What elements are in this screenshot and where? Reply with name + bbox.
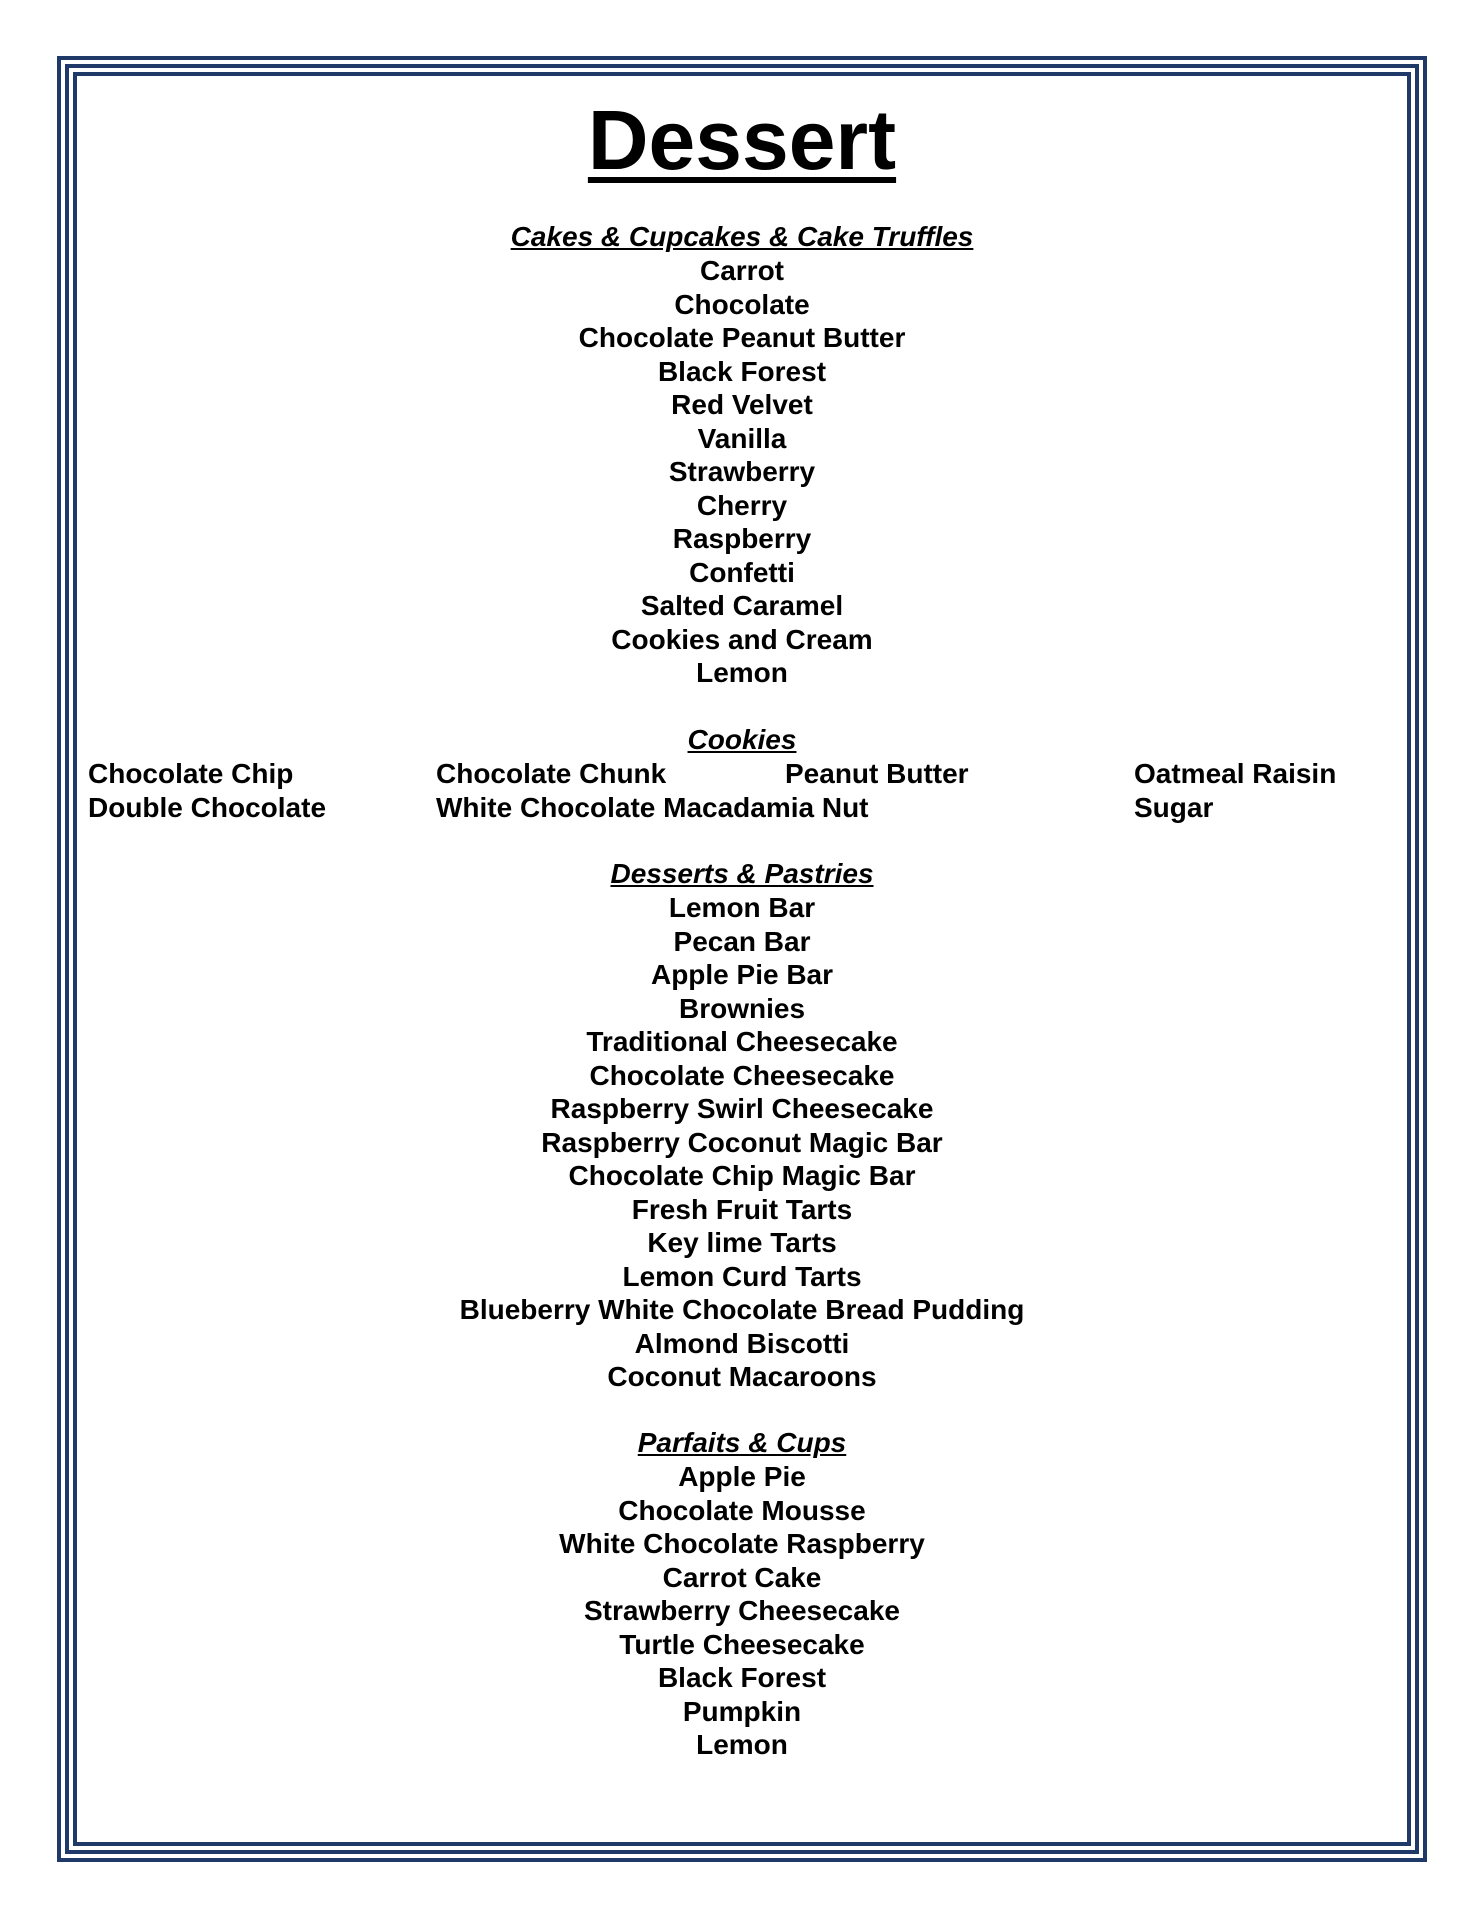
cakes-heading: Cakes & Cupcakes & Cake Truffles bbox=[510, 221, 974, 252]
cookie-item: Chocolate Chip bbox=[88, 758, 294, 789]
list-item: Blueberry White Chocolate Bread Pudding bbox=[459, 1294, 1025, 1325]
list-item: Lemon Bar bbox=[668, 892, 816, 923]
list-item: Lemon bbox=[696, 657, 788, 688]
list-item: Carrot Cake bbox=[662, 1561, 822, 1593]
list-item: Apple Pie Bar bbox=[650, 959, 834, 990]
cookies-heading: Cookies bbox=[687, 724, 797, 755]
list-item: Turtle Cheesecake bbox=[619, 1628, 865, 1660]
list-item: Black Forest bbox=[657, 355, 827, 387]
list-item: Lemon bbox=[696, 1729, 788, 1760]
desserts-heading: Desserts & Pastries bbox=[610, 858, 874, 889]
list-item: Cherry bbox=[696, 489, 788, 521]
cookie-item: Oatmeal Raisin bbox=[1134, 758, 1337, 789]
parfaits-section bbox=[0, 1426, 1484, 1762]
list-item: Chocolate Cheesecake bbox=[589, 1059, 895, 1091]
list-item: White Chocolate Raspberry bbox=[559, 1528, 925, 1559]
list-item: Salted Caramel bbox=[640, 590, 844, 621]
page-title: Dessert bbox=[587, 93, 897, 187]
cookie-item: Sugar bbox=[1134, 791, 1214, 823]
cakes-section bbox=[0, 220, 1484, 690]
cookies-section bbox=[0, 723, 1484, 827]
parfaits-heading: Parfaits & Cups bbox=[637, 1427, 847, 1458]
list-item: Fresh Fruit Tarts bbox=[631, 1193, 853, 1225]
list-item: Chocolate Chip Magic Bar bbox=[568, 1160, 916, 1191]
desserts-section bbox=[0, 857, 1484, 1394]
cakes-list bbox=[0, 254, 1484, 690]
list-item: Pumpkin bbox=[682, 1695, 802, 1727]
list-item: Chocolate bbox=[674, 288, 810, 320]
cookie-item: Chocolate Chunk bbox=[436, 758, 667, 789]
list-item: Key lime Tarts bbox=[647, 1227, 837, 1258]
list-item: Chocolate Mousse bbox=[618, 1494, 866, 1526]
list-item: Lemon Curd Tarts bbox=[622, 1260, 862, 1292]
cookie-item: Peanut Butter bbox=[785, 758, 969, 789]
list-item: Black Forest bbox=[657, 1662, 827, 1693]
cookies-grid bbox=[0, 757, 1484, 827]
list-item: Almond Biscotti bbox=[634, 1327, 850, 1359]
list-item: Red Velvet bbox=[671, 389, 813, 420]
list-item: Carrot bbox=[699, 255, 784, 286]
list-item: Chocolate Peanut Butter bbox=[578, 322, 906, 353]
list-item: Traditional Cheesecake bbox=[586, 1026, 898, 1057]
list-item: Raspberry bbox=[672, 523, 812, 554]
parfaits-list bbox=[0, 1460, 1484, 1762]
list-item: Raspberry Coconut Magic Bar bbox=[541, 1126, 943, 1158]
list-item: Strawberry Cheesecake bbox=[584, 1595, 900, 1626]
list-item: Strawberry bbox=[668, 456, 816, 487]
list-item: Vanilla bbox=[697, 422, 787, 454]
list-item: Confetti bbox=[689, 556, 795, 588]
list-item: Apple Pie bbox=[678, 1461, 806, 1492]
cookie-item: Double Chocolate bbox=[88, 791, 327, 823]
list-item: Coconut Macaroons bbox=[607, 1361, 877, 1392]
cookie-item: White Chocolate Macadamia Nut bbox=[436, 791, 869, 823]
desserts-list bbox=[0, 891, 1484, 1394]
list-item: Pecan Bar bbox=[673, 925, 811, 957]
list-item: Cookies and Cream bbox=[611, 623, 873, 655]
list-item: Brownies bbox=[678, 992, 806, 1024]
list-item: Raspberry Swirl Cheesecake bbox=[550, 1093, 934, 1124]
